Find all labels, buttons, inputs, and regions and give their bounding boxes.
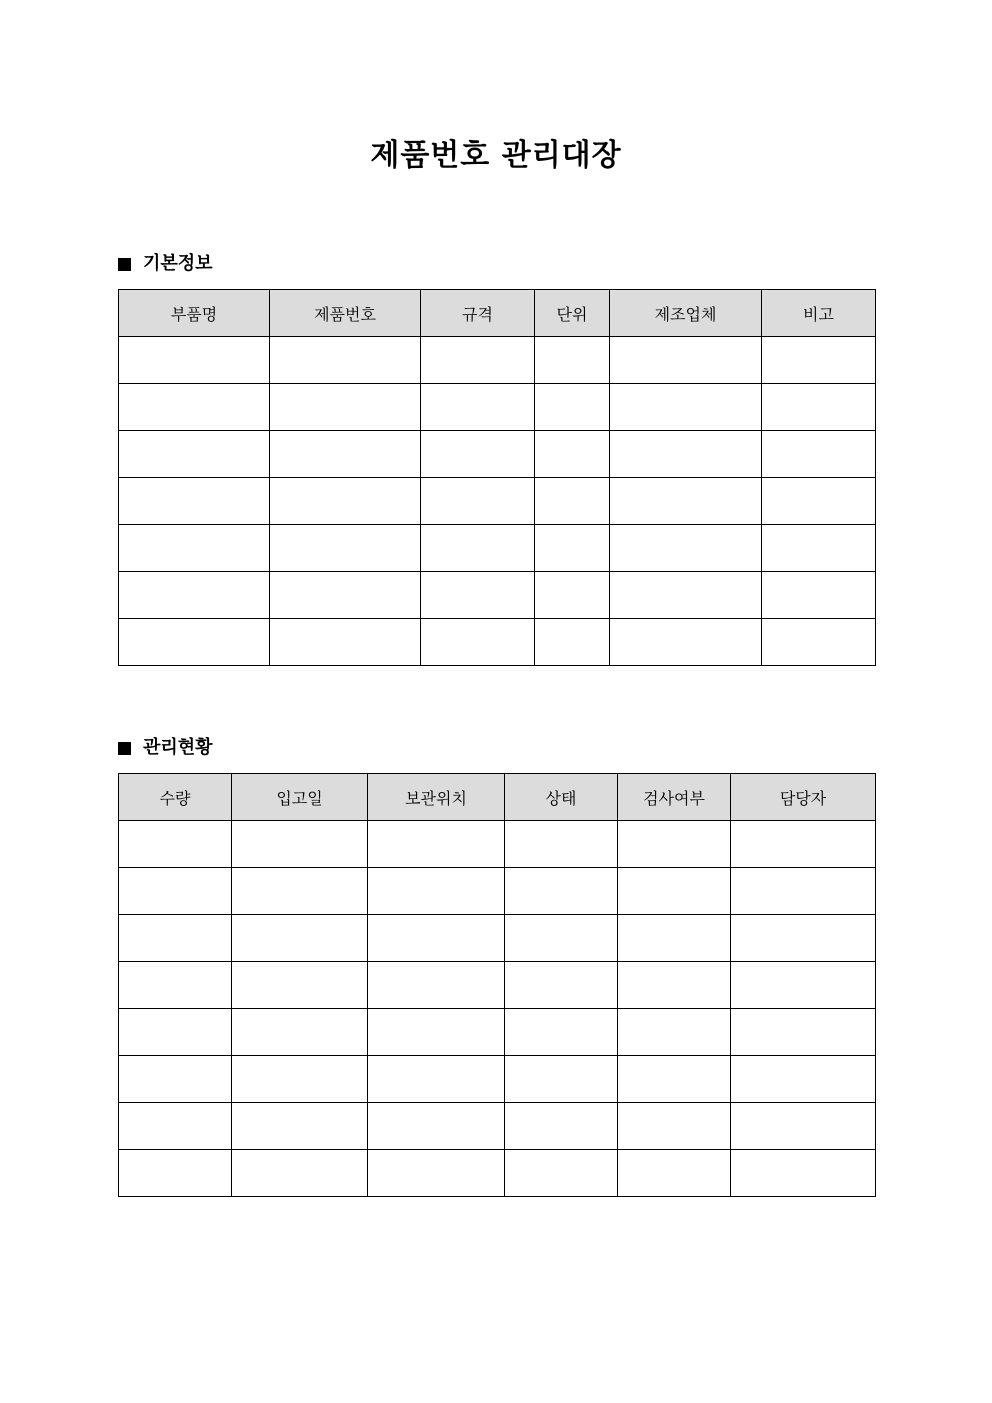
table-row xyxy=(119,619,876,666)
table-cell xyxy=(232,962,368,1009)
table-cell xyxy=(731,915,876,962)
table-cell xyxy=(505,962,618,1009)
table-cell xyxy=(610,525,762,572)
table-row xyxy=(119,821,876,868)
section-heading-label: 기본정보 xyxy=(143,253,213,274)
column-header-receipt-date: 입고일 xyxy=(232,774,368,821)
column-header-remarks: 비고 xyxy=(762,290,876,337)
column-header-condition: 상태 xyxy=(505,774,618,821)
table-row xyxy=(119,572,876,619)
table-cell xyxy=(270,572,421,619)
table-cell xyxy=(368,962,505,1009)
table-cell xyxy=(119,572,270,619)
column-header-inspection: 검사여부 xyxy=(618,774,731,821)
table-cell xyxy=(535,478,610,525)
table-cell xyxy=(618,868,731,915)
table-cell xyxy=(762,525,876,572)
table-row xyxy=(119,525,876,572)
table-cell xyxy=(610,431,762,478)
table-cell xyxy=(731,821,876,868)
table-cell xyxy=(421,431,535,478)
table-cell xyxy=(618,1103,731,1150)
table-cell xyxy=(421,525,535,572)
table-cell xyxy=(618,821,731,868)
table-row xyxy=(119,1103,876,1150)
table-cell xyxy=(731,1056,876,1103)
column-header-person-in-charge: 담당자 xyxy=(731,774,876,821)
table-cell xyxy=(119,962,232,1009)
table-cell xyxy=(618,1150,731,1197)
table-cell xyxy=(232,1009,368,1056)
table-header-row xyxy=(119,774,876,821)
basic-info-table xyxy=(118,289,876,666)
table-cell xyxy=(119,868,232,915)
table-cell xyxy=(368,821,505,868)
table-cell xyxy=(535,572,610,619)
table-cell xyxy=(731,1150,876,1197)
table-cell xyxy=(505,915,618,962)
table-cell xyxy=(119,525,270,572)
table-cell xyxy=(505,1150,618,1197)
table-row xyxy=(119,337,876,384)
table-cell xyxy=(368,868,505,915)
black-square-icon xyxy=(118,258,131,271)
table-cell xyxy=(421,572,535,619)
table-row xyxy=(119,384,876,431)
table-cell xyxy=(762,384,876,431)
table-cell xyxy=(270,619,421,666)
table-cell xyxy=(610,572,762,619)
table-cell xyxy=(119,1009,232,1056)
table-row xyxy=(119,868,876,915)
page-title: 제품번호 관리대장 xyxy=(370,138,622,173)
table-cell xyxy=(762,619,876,666)
table-cell xyxy=(232,1103,368,1150)
section-heading-management-status xyxy=(118,736,213,760)
table-cell xyxy=(232,821,368,868)
table-cell xyxy=(421,478,535,525)
table-cell xyxy=(505,1056,618,1103)
table-cell xyxy=(731,962,876,1009)
table-cell xyxy=(368,1150,505,1197)
table-row xyxy=(119,431,876,478)
table-cell xyxy=(535,431,610,478)
table-cell xyxy=(535,619,610,666)
table-cell xyxy=(618,1056,731,1103)
table-cell xyxy=(119,821,232,868)
table-cell xyxy=(119,1056,232,1103)
table-cell xyxy=(232,915,368,962)
table-cell xyxy=(368,1056,505,1103)
column-header-unit: 단위 xyxy=(535,290,610,337)
table-cell xyxy=(618,1009,731,1056)
table-cell xyxy=(610,478,762,525)
table-cell xyxy=(368,915,505,962)
table-cell xyxy=(368,1103,505,1150)
table-cell xyxy=(368,1009,505,1056)
basic-info-table-body xyxy=(119,337,876,666)
table-cell xyxy=(119,915,232,962)
table-cell xyxy=(270,525,421,572)
table-cell xyxy=(731,1103,876,1150)
table-cell xyxy=(535,525,610,572)
column-header-part-name: 부품명 xyxy=(119,290,270,337)
column-header-quantity: 수량 xyxy=(119,774,232,821)
table-cell xyxy=(421,619,535,666)
table-cell xyxy=(535,337,610,384)
black-square-icon xyxy=(118,742,131,755)
table-row xyxy=(119,962,876,1009)
table-cell xyxy=(610,384,762,431)
table-cell xyxy=(421,337,535,384)
table-cell xyxy=(762,337,876,384)
table-cell xyxy=(232,1056,368,1103)
table-cell xyxy=(535,384,610,431)
table-cell xyxy=(421,384,535,431)
table-cell xyxy=(119,384,270,431)
table-cell xyxy=(762,572,876,619)
table-row xyxy=(119,478,876,525)
table-cell xyxy=(610,337,762,384)
table-row xyxy=(119,1009,876,1056)
table-cell xyxy=(505,1103,618,1150)
management-status-table xyxy=(118,773,876,1197)
column-header-spec: 규격 xyxy=(421,290,535,337)
table-cell xyxy=(762,431,876,478)
table-cell xyxy=(270,431,421,478)
table-cell xyxy=(505,868,618,915)
table-cell xyxy=(505,821,618,868)
column-header-product-number: 제품번호 xyxy=(270,290,421,337)
table-cell xyxy=(270,478,421,525)
table-cell xyxy=(119,431,270,478)
table-cell xyxy=(762,478,876,525)
table-cell xyxy=(119,337,270,384)
table-cell xyxy=(618,915,731,962)
table-cell xyxy=(232,1150,368,1197)
table-header-row xyxy=(119,290,876,337)
table-cell xyxy=(270,384,421,431)
table-cell xyxy=(119,1103,232,1150)
table-cell xyxy=(731,868,876,915)
table-row xyxy=(119,1056,876,1103)
table-row xyxy=(119,1150,876,1197)
column-header-manufacturer: 제조업체 xyxy=(610,290,762,337)
table-cell xyxy=(610,619,762,666)
table-cell xyxy=(505,1009,618,1056)
column-header-storage-location: 보관위치 xyxy=(368,774,505,821)
table-cell xyxy=(270,337,421,384)
table-cell xyxy=(618,962,731,1009)
table-cell xyxy=(232,868,368,915)
table-cell xyxy=(119,1150,232,1197)
section-heading-label: 관리현황 xyxy=(143,737,213,758)
section-heading-basic-info xyxy=(118,252,213,276)
table-cell xyxy=(119,619,270,666)
table-cell xyxy=(731,1009,876,1056)
management-status-table-body xyxy=(119,821,876,1197)
table-cell xyxy=(119,478,270,525)
table-row xyxy=(119,915,876,962)
